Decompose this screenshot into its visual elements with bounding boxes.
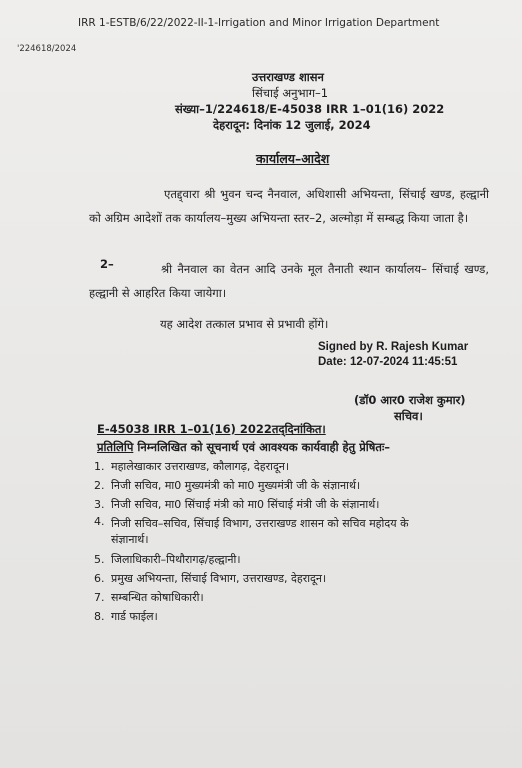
paragraph-2-number: 2– — [100, 257, 114, 271]
list-item-text: निजी सचिव, मा0 सिंचाई मंत्री को मा0 सिंचाई मंत्री जी के संज्ञानार्थ। — [111, 498, 380, 511]
list-item-number: 2. — [94, 479, 105, 492]
list-item — [94, 588, 409, 607]
list-item-number: 6. — [94, 572, 105, 585]
list-item — [94, 607, 409, 626]
list-item-text: सम्बन्धित कोषाधिकारी। — [111, 591, 204, 604]
list-item-text: निजी सचिव–सचिव, सिंचाई विभाग, उत्तराखण्ड शासन को सचिव महोदय के — [111, 517, 409, 530]
signatory-name: (डॉ0 आर0 राजेश कुमार) — [354, 393, 466, 407]
list-item-number: 1. — [94, 460, 105, 473]
list-item-text: जिलाधिकारी–पिथौरागढ़/हल्द्वानी। — [111, 553, 241, 566]
list-item-text-continued: संज्ञानार्थ। — [111, 533, 149, 546]
list-item — [94, 569, 409, 588]
paragraph-1 — [89, 182, 489, 230]
section-name: सिंचाई अनुभाग–1 — [252, 86, 329, 100]
list-item-number: 7. — [94, 591, 105, 604]
list-item — [94, 550, 409, 569]
letter-date: देहरादून: दिनांक 12 जुलाई, 2024 — [213, 118, 371, 132]
order-title: कार्यालय–आदेश — [256, 151, 330, 166]
list-item-number: 5. — [94, 553, 105, 566]
list-item-text: प्रमुख अभियन्ता, सिंचाई विभाग, उत्तराखण्ड, देहरादून। — [111, 572, 327, 585]
reference-number: '224618/2024 — [17, 44, 77, 54]
copy-intro — [97, 440, 390, 455]
paragraph-2-text: श्री नैनवाल का वेतन आदि उनके मूल तैनाती स्थान कार्यालय– सिंचाई खण्ड, हल्द्वानी से आहरित किया जायेगा। — [89, 262, 489, 300]
list-item-text: गार्ड फाईल। — [111, 610, 158, 623]
copy-recipient-list — [94, 457, 409, 626]
list-item — [94, 457, 409, 476]
government-name: उत्तराखण्ड शासन — [252, 70, 324, 84]
list-item-number: 3. — [94, 498, 105, 511]
file-header-line: IRR 1-ESTB/6/22/2022-II-1-Irrigation and Minor Irrigation Department — [78, 17, 440, 29]
copy-intro-prefix: प्रतिलिपि — [97, 440, 134, 454]
list-item-text: निजी सचिव, मा0 मुख्यमंत्री को मा0 मुख्यमंत्री जी के संज्ञानार्थ। — [111, 479, 361, 492]
letter-number: संख्या–1/224618/E-45038 IRR 1–01(16) 2022 — [175, 102, 445, 116]
copy-intro-text: निम्नलिखित को सूचनार्थ एवं आवश्यक कार्यवाही हेतु प्रेषितः– — [133, 440, 391, 454]
paragraph-1-text: एतद्द्वारा श्री भुवन चन्द नैनवाल, अधिशासी अभियन्ता, सिंचाई खण्ड, हल्द्वानी को अग्रिम आदेशों तक कार्यालय–मुख्य अभियन्ता स्तर–2, अल्मोड़ा में सम्बद्ध किया जाता है। — [89, 187, 489, 225]
copy-reference: E-45038 IRR 1–01(16) 2022तद्‌दिनांकित। — [97, 422, 326, 436]
list-item-number: 8. — [94, 610, 105, 623]
paragraph-3: यह आदेश तत्काल प्रभाव से प्रभावी होंगे। — [160, 317, 329, 331]
digital-signature-date: Date: 12-07-2024 11:45:51 — [318, 356, 458, 368]
list-item-text: महालेखाकार उत्तराखण्ड, कौलागढ़, देहरादून। — [111, 460, 290, 473]
paragraph-2 — [89, 257, 489, 305]
digital-signature-name: Signed by R. Rajesh Kumar — [318, 341, 469, 353]
list-item-number: 4. — [94, 515, 105, 528]
list-item — [94, 514, 409, 550]
list-item — [94, 495, 409, 514]
list-item — [94, 476, 409, 495]
signatory-title: सचिव। — [394, 409, 423, 423]
